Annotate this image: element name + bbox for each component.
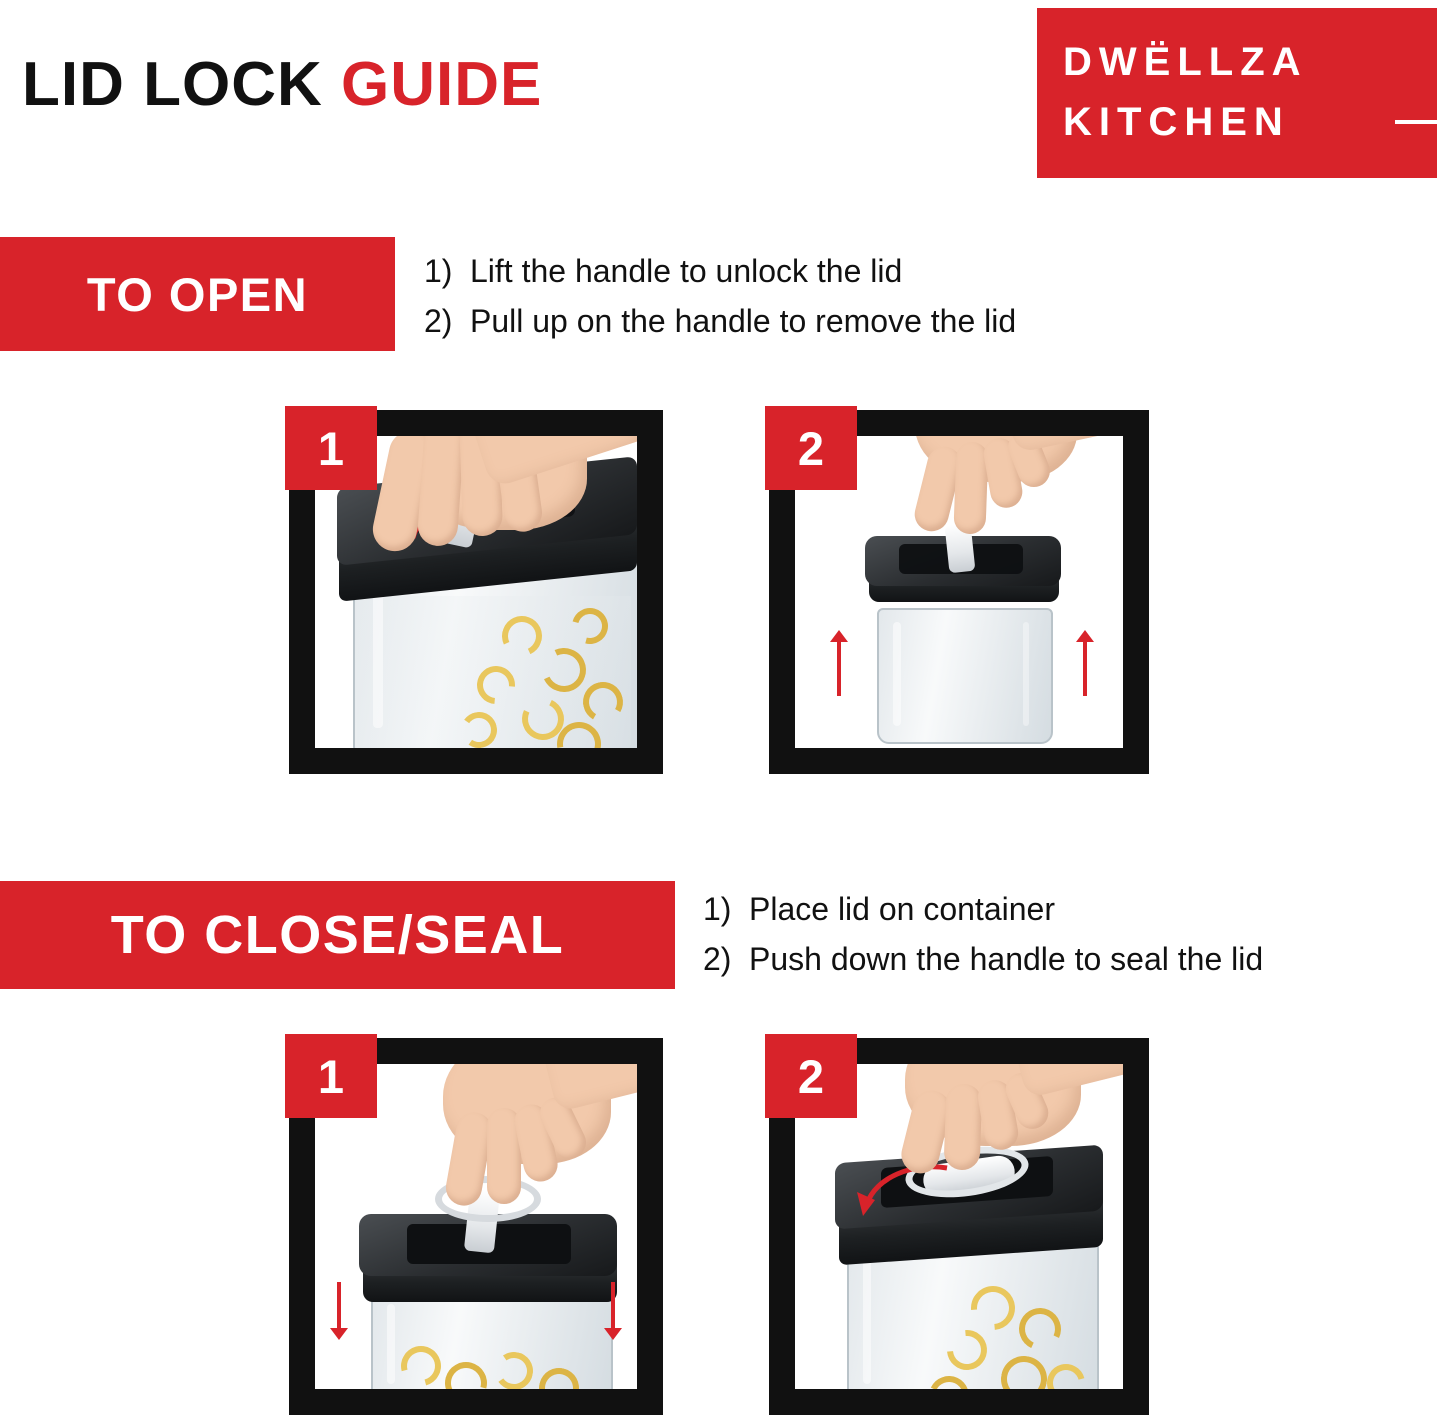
figure-badge: 1 xyxy=(285,406,377,490)
step-item xyxy=(424,297,1384,347)
steps-to-close-seal xyxy=(703,885,1423,984)
page-title xyxy=(22,50,543,119)
step-text: Place lid on container xyxy=(749,891,1055,927)
step-number: 2) xyxy=(703,940,732,977)
step-item xyxy=(703,935,1423,985)
step-item xyxy=(703,885,1423,935)
figure-open-step-1 xyxy=(289,410,663,774)
page-title-part2: GUIDE xyxy=(340,50,543,119)
figure-close-step-1 xyxy=(289,1038,663,1415)
figure-close-step-2 xyxy=(769,1038,1149,1415)
step-item xyxy=(424,247,1384,297)
brand-name-line1: DWËLLZA xyxy=(1063,40,1308,84)
step-number: 2) xyxy=(424,302,453,339)
page-header xyxy=(0,0,1445,200)
step-text: Push down the handle to seal the lid xyxy=(749,940,1264,977)
figure-badge: 2 xyxy=(765,406,857,490)
brand-logo xyxy=(1037,8,1437,178)
figure-open-step-2 xyxy=(769,410,1149,774)
figure-badge: 2 xyxy=(765,1034,857,1118)
figure-badge: 1 xyxy=(285,1034,377,1118)
section-banner-to-close-seal: TO CLOSE/SEAL xyxy=(0,881,675,989)
page-title-part1: LID LOCK xyxy=(22,50,341,119)
brand-name-line2: KITCHEN xyxy=(1063,100,1290,144)
step-number: 1) xyxy=(424,253,453,289)
step-number: 1) xyxy=(703,891,732,927)
brand-rule-decoration xyxy=(1395,120,1437,124)
section-banner-to-open: TO OPEN xyxy=(0,237,395,351)
steps-to-open xyxy=(424,247,1384,346)
step-text: Lift the handle to unlock the lid xyxy=(470,253,903,289)
step-text: Pull up on the handle to remove the lid xyxy=(470,302,1017,339)
